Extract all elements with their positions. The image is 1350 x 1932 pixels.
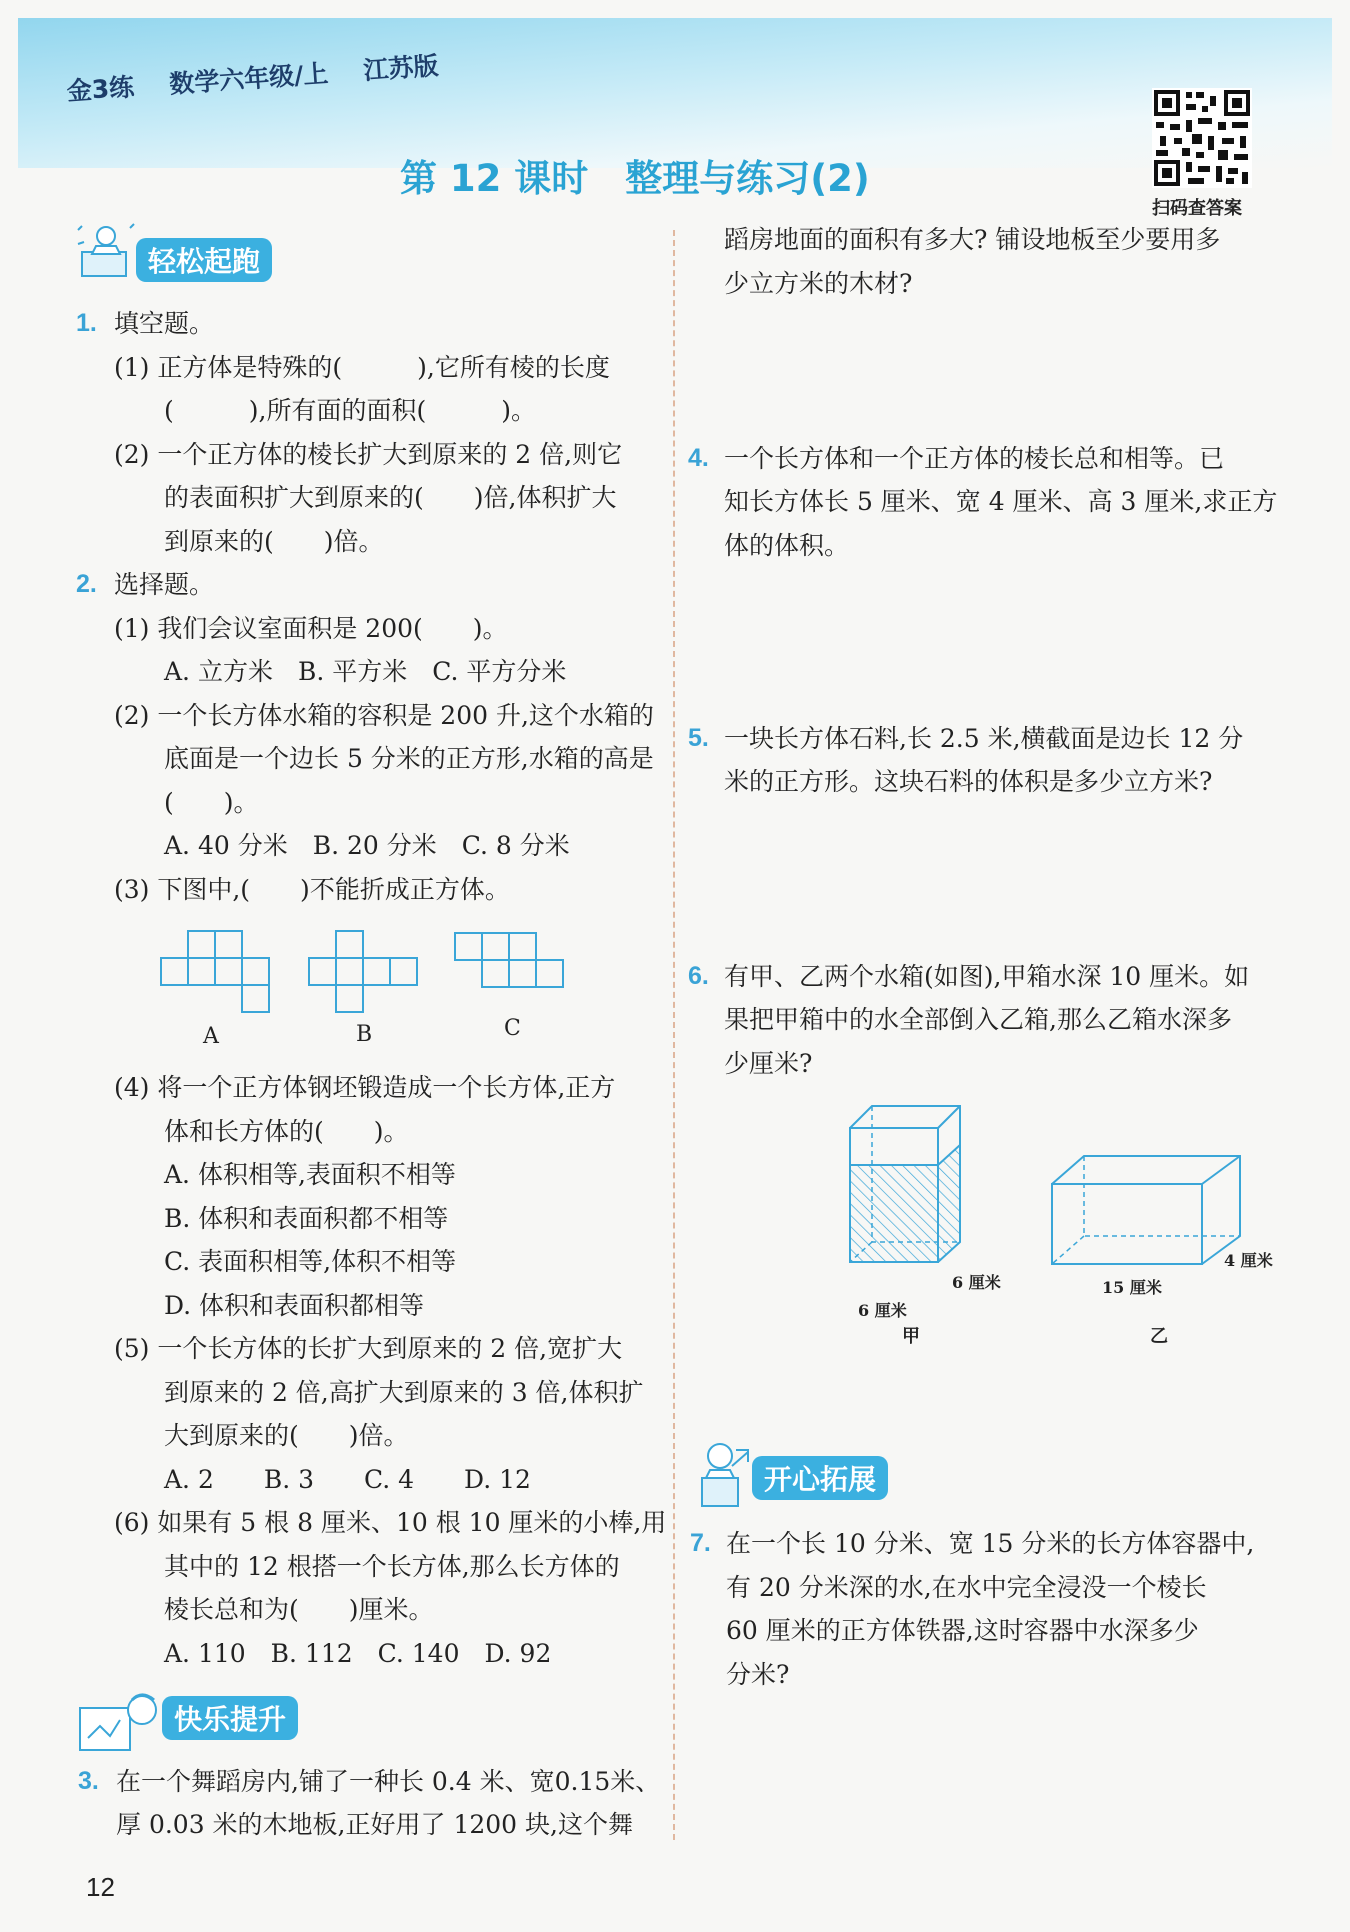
q7-number: 7. [690, 1529, 711, 1557]
qr-caption: 扫码查答案 [1152, 198, 1242, 219]
q2-p6-options: A. 110 B. 112 C. 140 D. 92 [164, 1639, 552, 1668]
q3-line4: 少立方米的木材? [724, 269, 913, 298]
q3-number: 3. [78, 1767, 99, 1795]
q5-line2: 米的正方形。这块石料的体积是多少立方米? [724, 767, 1213, 796]
q2-p2-line1: (2) 一个长方体水箱的容积是 200 升,这个水箱的 [114, 701, 654, 730]
cube-net-a [160, 930, 272, 1018]
column-divider [673, 230, 675, 1840]
q1-p2-line3: 到原来的( )倍。 [164, 527, 384, 556]
section-label-extension: 开心拓展 [752, 1456, 888, 1500]
edition: 江苏版 [362, 51, 440, 86]
q3-line3: 蹈房地面的面积有多大? 铺设地板至少要用多 [724, 225, 1221, 254]
q6-number: 6. [688, 962, 709, 990]
q2-p4-line1: (4) 将一个正方体钢坯锻造成一个长方体,正方 [114, 1073, 616, 1102]
q2-number: 2. [76, 570, 97, 598]
cube-net-label-c: C [504, 1016, 521, 1041]
q7-line3: 60 厘米的正方体铁器,这时容器中水深多少 [726, 1616, 1199, 1645]
q4-line2: 知长方体长 5 厘米、宽 4 厘米、高 3 厘米,求正方 [724, 487, 1278, 516]
q2-p1-line1: (1) 我们会议室面积是 200( )。 [114, 614, 508, 643]
q4-line1: 一个长方体和一个正方体的棱长总和相等。已 [724, 444, 1225, 473]
tank-yi-name: 乙 [1150, 1326, 1168, 1347]
q2-p6-line3: 棱长总和为( )厘米。 [164, 1595, 434, 1624]
q4-number: 4. [688, 444, 709, 472]
q2-p2-options: A. 40 分米 B. 20 分米 C. 8 分米 [164, 831, 570, 860]
tank-jia-name: 甲 [902, 1326, 920, 1347]
cube-net-c [454, 932, 566, 994]
brand: 金3练 [65, 72, 136, 107]
tank-jia-diagram [848, 1100, 964, 1270]
section-label-warmup: 轻松起跑 [136, 238, 272, 282]
q1-p1-line2: ( ),所有面的面积( )。 [164, 396, 536, 425]
q2-p4-option-d: D. 体积和表面积都相等 [164, 1291, 425, 1320]
q5-line1: 一块长方体石料,长 2.5 米,横截面是边长 12 分 [724, 724, 1244, 753]
page-number: 12 [86, 1872, 115, 1902]
q1-number: 1. [76, 309, 97, 337]
section-label-improve: 快乐提升 [162, 1696, 298, 1740]
section-icon-painter [78, 1690, 164, 1760]
q3-line1: 在一个舞蹈房内,铺了一种长 0.4 米、宽0.15米、 [116, 1767, 661, 1796]
subject: 数学六年级/上 [168, 58, 330, 99]
q1-title: 填空题。 [114, 309, 215, 338]
q7-line4: 分米? [726, 1660, 790, 1689]
cube-net-b [308, 930, 420, 1018]
q1-p1-line1: (1) 正方体是特殊的( ),它所有棱的长度 [114, 353, 610, 382]
q3-line2: 厚 0.03 米的木地板,正好用了 1200 块,这个舞 [116, 1810, 633, 1839]
q2-p4-option-b: B. 体积和表面积都不相等 [164, 1204, 449, 1233]
q6-line1: 有甲、乙两个水箱(如图),甲箱水深 10 厘米。如 [724, 962, 1250, 991]
cube-net-label-a: A [203, 1024, 219, 1049]
q6-line2: 果把甲箱中的水全部倒入乙箱,那么乙箱水深多 [724, 1005, 1232, 1034]
q2-title: 选择题。 [114, 570, 215, 599]
section-icon-runner [74, 222, 138, 286]
q2-p5-line1: (5) 一个长方体的长扩大到原来的 2 倍,宽扩大 [114, 1334, 623, 1363]
q2-p4-option-c: C. 表面积相等,体积不相等 [164, 1247, 457, 1276]
q1-p2-line2: 的表面积扩大到原来的( )倍,体积扩大 [164, 483, 617, 512]
cube-net-label-b: B [356, 1022, 373, 1047]
q2-p2-line3: ( )。 [164, 788, 259, 817]
q6-line3: 少厘米? [724, 1049, 813, 1078]
q7-line2: 有 20 分米深的水,在水中完全浸没一个棱长 [726, 1573, 1207, 1602]
q2-p6-line1: (6) 如果有 5 根 8 厘米、10 根 10 厘米的小棒,用 [114, 1508, 667, 1537]
qr-code-icon[interactable] [1152, 88, 1252, 188]
q2-p1-options: A. 立方米 B. 平方米 C. 平方分米 [164, 657, 567, 686]
tank-jia-width-label: 6 厘米 [952, 1273, 1001, 1292]
q4-line3: 体的体积。 [724, 531, 850, 560]
q7-line1: 在一个长 10 分米、宽 15 分米的长方体容器中, [726, 1529, 1255, 1558]
q2-p5-options: A. 2 B. 3 C. 4 D. 12 [164, 1465, 531, 1494]
q2-p2-line2: 底面是一个边长 5 分米的正方形,水箱的高是 [164, 744, 654, 773]
q2-p5-line2: 到原来的 2 倍,高扩大到原来的 3 倍,体积扩 [164, 1378, 644, 1407]
q1-p2-line1: (2) 一个正方体的棱长扩大到原来的 2 倍,则它 [114, 440, 623, 469]
lesson-title: 第 12 课时 整理与练习(2) [400, 157, 870, 200]
section-icon-explorer [690, 1438, 754, 1514]
tank-jia-depth-label: 6 厘米 [858, 1301, 907, 1320]
q2-p4-option-a: A. 体积相等,表面积不相等 [164, 1160, 456, 1189]
tank-yi-length-label: 15 厘米 [1102, 1278, 1162, 1297]
q2-p6-line2: 其中的 12 根搭一个长方体,那么长方体的 [164, 1552, 620, 1581]
q2-p5-line3: 大到原来的( )倍。 [164, 1421, 409, 1450]
q2-p3-line1: (3) 下图中,( )不能折成正方体。 [114, 875, 510, 904]
q5-number: 5. [688, 724, 709, 752]
q2-p4-line2: 体和长方体的( )。 [164, 1117, 409, 1146]
tank-yi-width-label: 4 厘米 [1224, 1251, 1273, 1270]
tank-yi-diagram [1050, 1152, 1244, 1272]
